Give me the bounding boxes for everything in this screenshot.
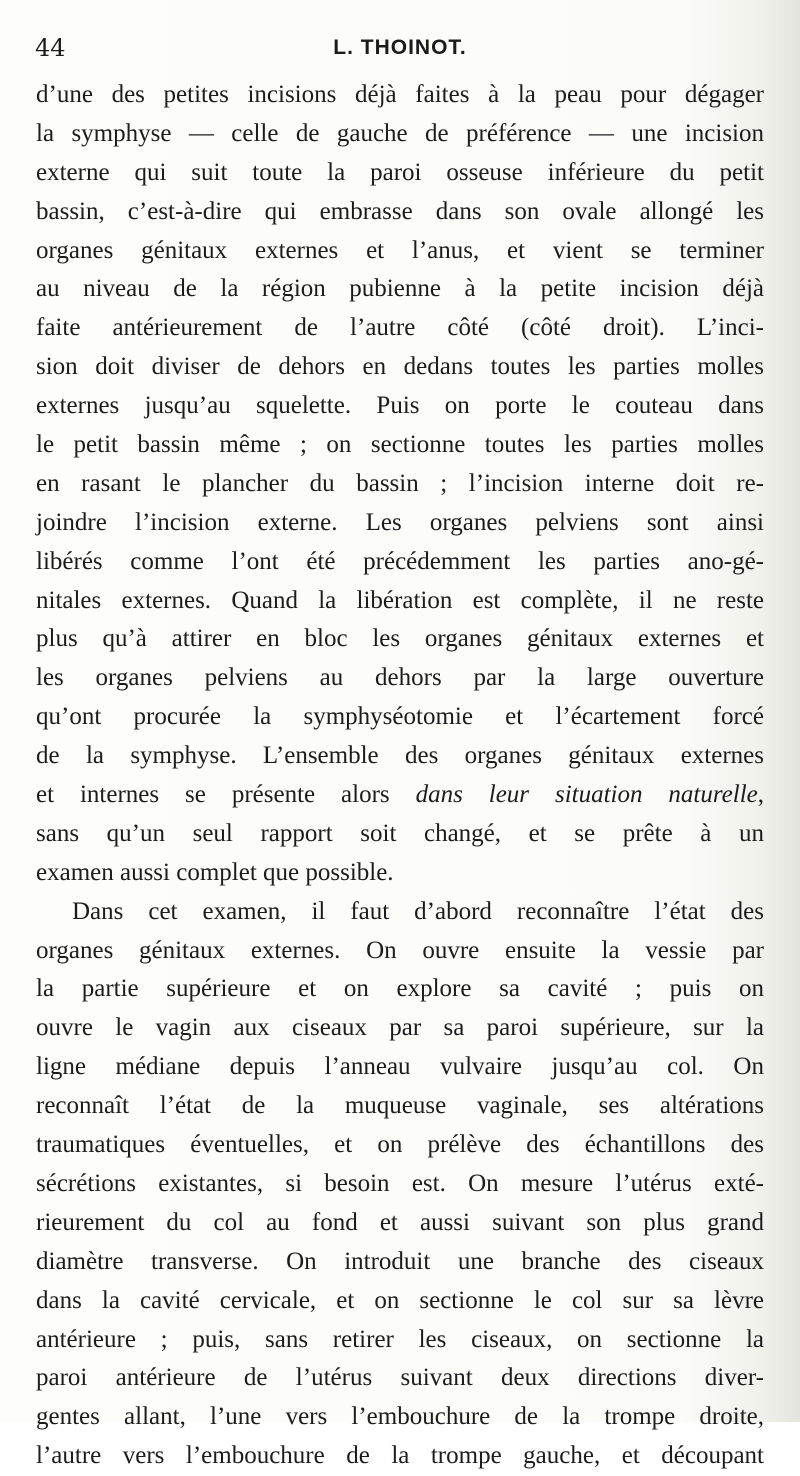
text-line: nitales externes. Quand la libération est complète, il ne reste <box>36 586 764 614</box>
line-text-before-italic: et internes se présente alors <box>36 781 416 809</box>
text-line: reconnaît l’état de la muqueuse vaginale, ses altérations <box>36 1092 764 1120</box>
running-head: L. THOINOT. <box>333 36 467 59</box>
text-line: d’une des petites incisions déjà faites à la peau pour dégager <box>36 81 764 108</box>
text-line: externes jusqu’au squelette. Puis on porte le couteau dans <box>36 392 764 420</box>
text-line: diamètre transverse. On introduit une branche des ciseaux <box>36 1247 764 1275</box>
text-line: la partie supérieure et on explore sa cavité ; puis on <box>36 975 764 1003</box>
line-text-after-italic: , <box>757 781 765 809</box>
text-line: dans la cavité cervicale, et on sectionne le col sur sa lèvre <box>36 1286 764 1314</box>
body-text <box>36 76 764 1476</box>
text-line: externe qui suit toute la paroi osseuse inférieure du petit <box>36 158 764 186</box>
text-line: sécrétions existantes, si besoin est. On mesure l’utérus exté- <box>36 1169 764 1197</box>
page-header <box>35 34 765 74</box>
text-line: les organes pelviens au dehors par la large ouverture <box>36 664 764 692</box>
text-line-paragraph-start: Dans cet examen, il faut d’abord reconnaître l’état des <box>72 897 764 925</box>
text-line: rieurement du col au fond et aussi suivant son plus grand <box>36 1208 764 1236</box>
text-line: libérés comme l’ont été précédemment les parties ano-gé- <box>36 547 764 575</box>
text-line: au niveau de la région pubienne à la petite incision déjà <box>36 275 764 303</box>
text-line: joindre l’incision externe. Les organes pelviens sont ainsi <box>36 508 764 536</box>
text-line: plus qu’à attirer en bloc les organes génitaux externes et <box>36 625 764 653</box>
text-line: ligne médiane depuis l’anneau vulvaire jusqu’au col. On <box>36 1053 764 1081</box>
text-line: paroi antérieure de l’utérus suivant deux directions diver- <box>36 1364 764 1392</box>
text-line: organes génitaux externes. On ouvre ensuite la vessie par <box>36 936 764 964</box>
text-line: de la symphyse. L’ensemble des organes génitaux externes <box>36 742 764 770</box>
text-line: la symphyse — celle de gauche de préférence — une incision <box>36 119 764 147</box>
text-line: traumatiques éventuelles, et on prélève des échantillons des <box>36 1131 764 1159</box>
text-line: le petit bassin même ; on sectionne toutes les parties molles <box>36 431 764 459</box>
page-number: 44 <box>35 34 66 62</box>
text-line: en rasant le plancher du bassin ; l’incision interne doit re- <box>36 469 764 497</box>
text-line: ouvre le vagin aux ciseaux par sa paroi supérieure, sur la <box>36 1014 764 1042</box>
text-line-paragraph-end: examen aussi complet que possible. <box>36 858 394 886</box>
text-line: faite antérieurement de l’autre côté (côté droit). L’inci- <box>36 314 764 342</box>
text-line: sans qu’un seul rapport soit changé, et se prête à un <box>36 819 764 847</box>
text-line: antérieure ; puis, sans retirer les ciseaux, on sectionne la <box>36 1325 764 1353</box>
italic-phrase: dans leur situation naturelle <box>415 781 758 809</box>
text-line: bassin, c’est-à-dire qui embrasse dans son ovale allongé les <box>36 197 764 225</box>
text-line: sion doit diviser de dehors en dedans toutes les parties molles <box>36 353 764 381</box>
text-line: qu’ont procurée la symphyséotomie et l’écartement forcé <box>36 703 764 731</box>
text-line: organes génitaux externes et l’anus, et vient se terminer <box>36 236 764 264</box>
text-line-with-italic <box>36 776 764 815</box>
text-line: l’autre vers l’embouchure de la trompe gauche, et découpant <box>36 1442 764 1470</box>
text-line: gentes allant, l’une vers l’embouchure de la trompe droite, <box>36 1403 764 1431</box>
